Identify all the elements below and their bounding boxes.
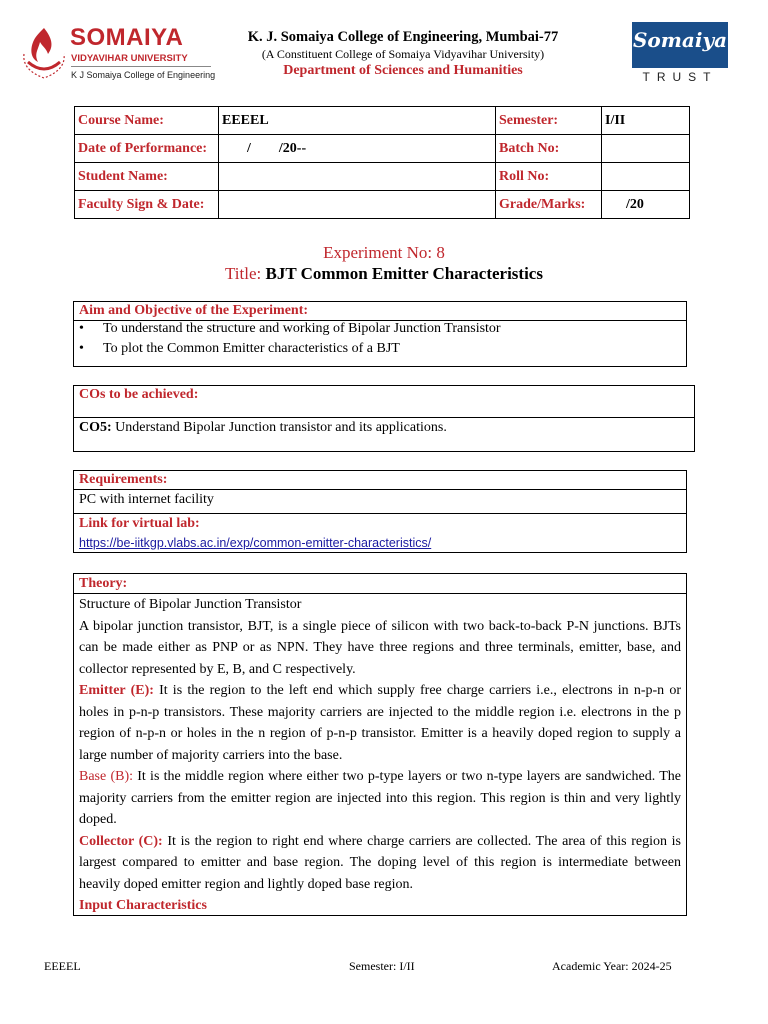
logo-divider: [71, 66, 211, 67]
college-title: K. J. Somaiya College of Engineering, Mumbai-77: [247, 29, 559, 45]
trust-word: TRUST: [642, 70, 718, 84]
table-row: [75, 135, 690, 163]
semester-label: Semester:: [496, 107, 602, 135]
cos-section: [73, 385, 695, 452]
virtual-lab-link-row: [74, 533, 686, 553]
experiment-title-line: [0, 264, 768, 284]
list-item: [74, 321, 686, 341]
input-characteristics-label: Input Characteristics: [79, 898, 207, 913]
virtual-lab-link[interactable]: https://be-iitkgp.vlabs.ac.in/exp/common-emitter-characteristics/: [79, 536, 432, 550]
co-statement: [74, 418, 694, 452]
base-label: Base (B):: [79, 769, 134, 784]
batch-value[interactable]: [602, 135, 690, 163]
base-text: It is the middle region where either two p-type layers or two n-type layers are sandwiched. The majority carriers from the emitter region are injected into this region. This region is thin and very lightly doped.: [79, 769, 682, 827]
aim-bullet-text: To understand the structure and working of Bipolar Junction Transistor: [103, 321, 501, 336]
table-row: [75, 191, 690, 219]
grade-label: Grade/Marks:: [496, 191, 602, 219]
logo-university: VIDYAVIHAR UNIVERSITY: [71, 53, 188, 64]
aim-section: [73, 301, 687, 367]
virtual-lab-heading: Link for virtual lab:: [79, 516, 200, 531]
aim-bullet-text: To plot the Common Emitter characteristics of a BJT: [103, 341, 400, 356]
bullet-glyph: •: [79, 321, 84, 336]
emitter-paragraph: [79, 680, 681, 766]
constituent-note: (A Constituent College of Somaiya Vidyavihar University): [261, 47, 545, 61]
theory-section: [73, 573, 687, 916]
logo-wordmark: SOMAIYA: [70, 24, 184, 51]
footer-semester: Semester: I/II: [349, 959, 415, 973]
course-label: Course Name:: [75, 107, 219, 135]
grade-value[interactable]: /20: [602, 191, 690, 219]
logo-college-name: K J Somaiya College of Engineering: [71, 70, 216, 80]
department-name: Department of Sciences and Humanities: [283, 63, 523, 78]
theory-heading: Theory:: [74, 574, 686, 594]
requirements-section: [73, 470, 687, 553]
footer-academic-year: Academic Year: 2024-25: [552, 959, 672, 973]
footer-course: EEEEL: [44, 959, 81, 973]
batch-label: Batch No:: [496, 135, 602, 163]
base-paragraph: [79, 766, 681, 831]
roll-value[interactable]: [602, 163, 690, 191]
course-value[interactable]: EEEEL: [219, 107, 496, 135]
roll-label: Roll No:: [496, 163, 602, 191]
emitter-label: Emitter (E):: [79, 683, 154, 698]
cos-heading: COs to be achieved:: [74, 386, 694, 418]
student-info-table: [74, 106, 690, 219]
input-characteristics-heading: [79, 895, 681, 917]
aim-heading: Aim and Objective of the Experiment:: [74, 302, 686, 321]
table-row: [75, 163, 690, 191]
theory-intro: A bipolar junction transistor, BJT, is a single piece of silicon with two back-to-back P-N junctions. BJTs can be made either as PNP or as NPN. They have three regions and three terminals, emitter, base, and collector represented by E, B, and C respectively.: [79, 618, 681, 677]
theory-subheading: Structure of Bipolar Junction Transistor: [79, 597, 302, 612]
experiment-number: Experiment No: 8: [323, 243, 445, 262]
collector-paragraph: [79, 831, 681, 896]
collector-text: It is the region to right end where charge carriers are collected. The area of this region is largest compared to emitter and base region. The doping level of this region is intermediate between heavily doped emitter region and lightly doped base region.: [79, 833, 682, 892]
trust-script-text: Somaiya: [632, 28, 728, 52]
co-label: CO5:: [79, 420, 112, 435]
semester-value[interactable]: I/II: [602, 107, 690, 135]
emitter-text: It is the region to the left end which supply free charge carriers i.e., electrons in n-p-n or holes in p-n-p transistors. These majority carriers are injected to the middle region i.e. electrons in the p region of n-p-n or holes in the n region of p-n-p transistor. Emitter is a heavily doped region to supply a large number of majority carriers into the base.: [79, 683, 682, 763]
theory-body: [74, 594, 686, 917]
experiment-title: BJT Common Emitter Characteristics: [265, 264, 543, 283]
date-value[interactable]: / /20--: [219, 135, 496, 163]
table-row: [75, 107, 690, 135]
faculty-sign-value[interactable]: [219, 191, 496, 219]
somaiya-trust-logo: [632, 22, 728, 86]
collector-label: Collector (C):: [79, 833, 163, 849]
student-name-label: Student Name:: [75, 163, 219, 191]
faculty-sign-label: Faculty Sign & Date:: [75, 191, 219, 219]
requirements-text: PC with internet facility: [74, 490, 686, 514]
student-name-value[interactable]: [219, 163, 496, 191]
somaiya-university-logo: [18, 22, 218, 84]
co-text: Understand Bipolar Junction transistor and its applications.: [115, 420, 447, 435]
bullet-glyph: •: [79, 341, 84, 356]
date-label: Date of Performance:: [75, 135, 219, 163]
requirements-heading: Requirements:: [74, 471, 686, 490]
list-item: [74, 341, 686, 361]
title-label: Title:: [225, 264, 262, 283]
flame-emblem-icon: [18, 24, 70, 80]
